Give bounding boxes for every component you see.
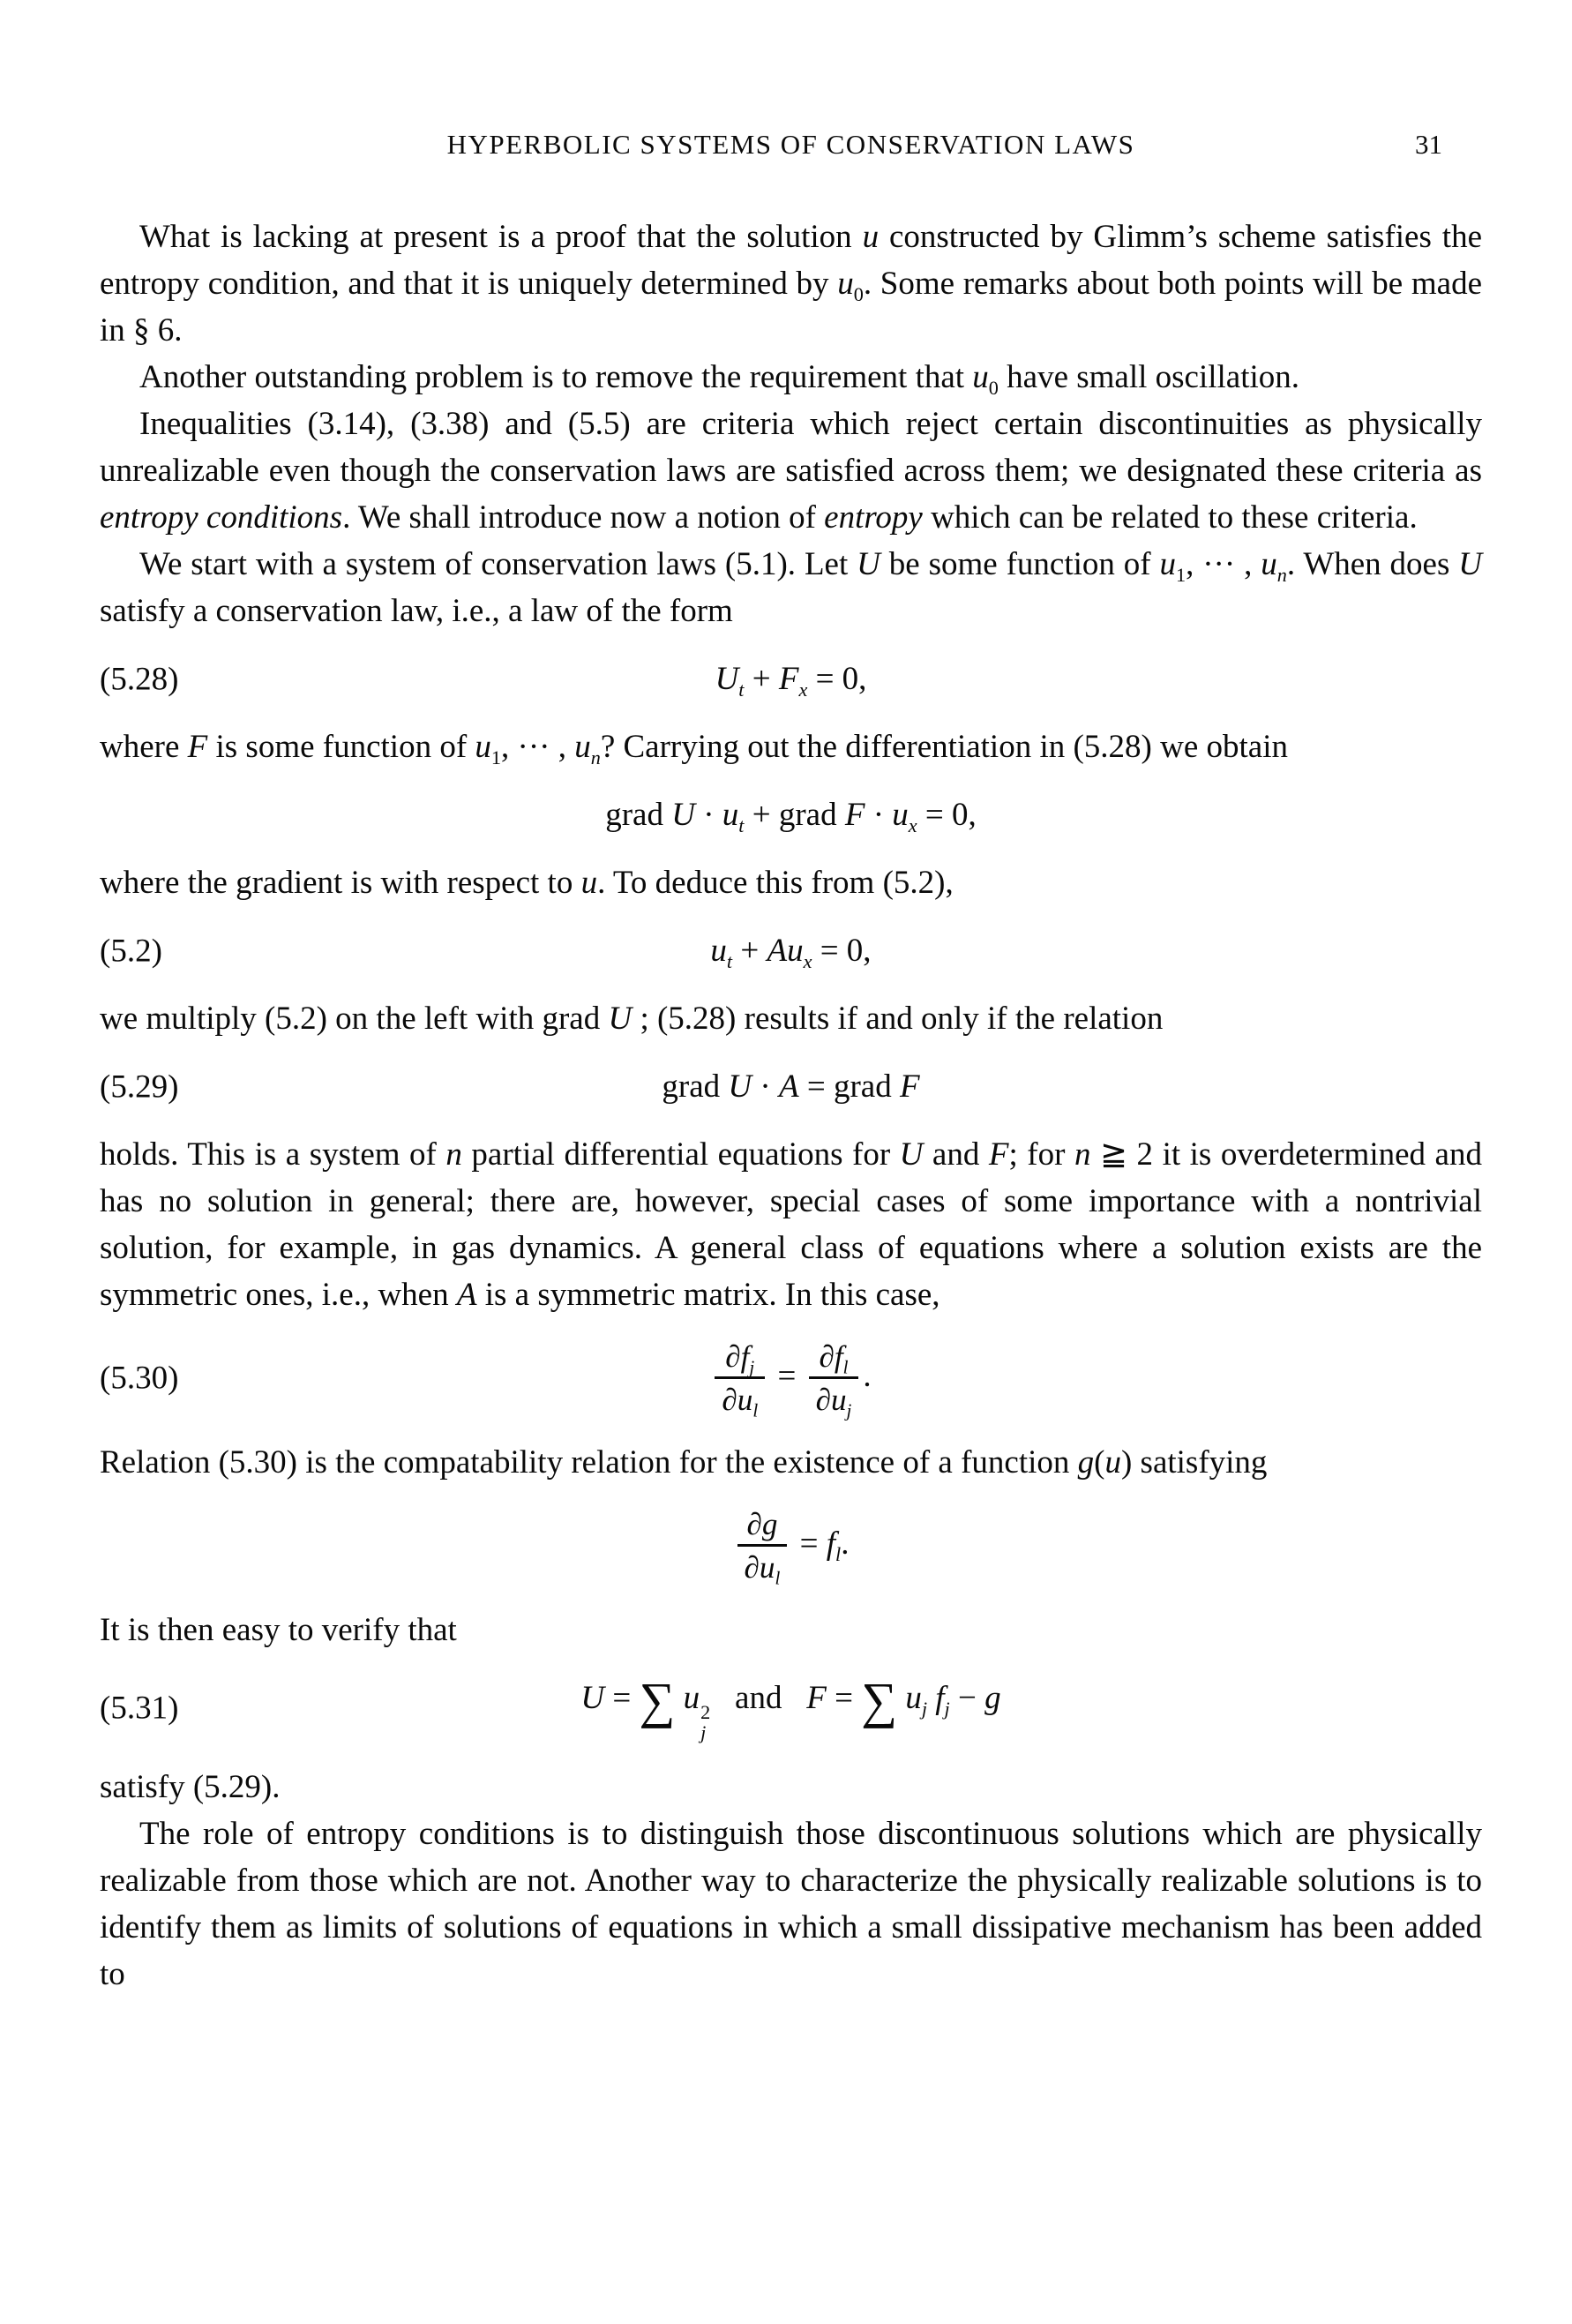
equation	[100, 1339, 1482, 1421]
text-run: It is then easy to verify that	[100, 1611, 457, 1648]
summation-icon: ∑	[639, 1672, 676, 1728]
math-var: u	[837, 266, 854, 302]
page-number: 31	[1415, 129, 1442, 160]
paragraph	[100, 541, 1482, 634]
text-run: where the gradient is with respect to	[100, 865, 581, 901]
fraction	[715, 1339, 765, 1421]
paragraph	[100, 1131, 1482, 1318]
text-run: (	[1094, 1443, 1105, 1481]
math-var: u	[759, 1550, 775, 1586]
math-var: u	[905, 1679, 922, 1716]
text-run: ∂	[746, 1506, 762, 1541]
fraction-numerator	[737, 1507, 788, 1547]
equation-math	[710, 933, 872, 972]
math-var: u	[710, 933, 727, 969]
text-run: ∂	[815, 1383, 831, 1418]
equation	[100, 791, 1482, 838]
equation-math	[715, 661, 867, 701]
math-var: f	[935, 1679, 945, 1716]
text-run: . We shall introduce now a notion of	[342, 499, 825, 536]
equation	[100, 656, 1482, 702]
subscript	[775, 1568, 781, 1589]
text-run: ·	[694, 797, 722, 833]
subscript: 0	[988, 376, 999, 399]
math-var: j	[944, 1697, 950, 1720]
math-var: entropy	[824, 499, 923, 536]
math-var: F	[844, 797, 865, 833]
page-title: HYPERBOLIC SYSTEMS OF CONSERVATION LAWS	[446, 129, 1135, 160]
math-var: U	[857, 546, 880, 582]
subscript	[909, 814, 917, 836]
math-var: u	[892, 797, 909, 833]
math-var: u	[475, 729, 491, 765]
text-run: ) satisfying	[1120, 1443, 1268, 1481]
math-var: n	[590, 746, 601, 768]
equation-label: (5.2)	[100, 933, 162, 969]
text-run: What is lacking at present is a proof that the solution	[139, 219, 863, 255]
subscript	[804, 950, 812, 972]
text-run: ∂	[725, 1339, 741, 1374]
text-run: =	[604, 1679, 640, 1716]
math-var: l	[775, 1567, 781, 1589]
text-run: constructed by Glimm’s scheme satisfies the entropy condition, and that it is uniquely determined by	[100, 219, 1483, 302]
text-run: ; for	[1008, 1136, 1074, 1173]
page-body	[100, 214, 1482, 1998]
math-var: A	[456, 1277, 477, 1313]
math-var: Au	[767, 933, 804, 969]
subscript: 0	[853, 282, 864, 305]
fraction-numerator	[809, 1339, 859, 1379]
subscript	[1277, 564, 1287, 586]
paragraph	[100, 1607, 1482, 1653]
text-run: . To deduce this from (5.2),	[597, 865, 954, 901]
math-var: x	[908, 813, 917, 836]
math-var: l	[842, 1356, 849, 1378]
text-run: is a symmetric matrix. In this case,	[476, 1277, 940, 1313]
subscript: j	[700, 1721, 707, 1744]
equation	[100, 1506, 1482, 1589]
math-var: g	[1077, 1443, 1095, 1481]
subscript	[843, 1356, 849, 1377]
paragraph	[100, 723, 1482, 770]
math-var: n	[1074, 1136, 1091, 1173]
text-run: =	[769, 1357, 805, 1394]
math-var: U	[608, 1001, 633, 1037]
math-var: u	[972, 359, 989, 395]
math-var: U	[1458, 546, 1483, 582]
paragraph	[100, 859, 1482, 906]
math-var: g	[984, 1679, 1001, 1716]
text-run: and	[923, 1136, 989, 1173]
sup-sub-stack	[700, 1702, 710, 1743]
math-var: j	[921, 1697, 927, 1720]
text-run: ? Carrying out the differentiation in (5.28) we obtain	[600, 729, 1288, 765]
text-run: have small oscillation.	[998, 359, 1300, 395]
paragraph	[100, 1810, 1482, 1998]
fraction-numerator	[715, 1339, 765, 1379]
superscript: 2	[700, 1700, 711, 1723]
text-run: ; (5.28) results if and only if the relation	[632, 1001, 1164, 1037]
paragraph	[100, 1764, 1482, 1810]
math-var: u	[737, 1383, 753, 1418]
text-run: which can be related to these criteria.	[922, 499, 1418, 536]
fraction	[809, 1339, 859, 1421]
text-run: =	[791, 1525, 827, 1562]
math-var: u	[683, 1679, 700, 1716]
text-run: holds. This is a system of	[100, 1136, 446, 1173]
text-run: The role of entropy conditions is to distinguish those discontinuous solutions which are physically realizable from those which are not. Another way to characterize the physically realizable solutions is to identify them as limits of solutions of equations in which a small dissipative mechanism has been added to	[100, 1816, 1482, 1993]
fraction-denominator	[737, 1547, 788, 1589]
math-var: t	[726, 949, 733, 972]
text-run: We start with a system of conservation laws (5.1). Let	[139, 546, 857, 582]
page-header	[100, 129, 1482, 161]
text-run: ∂	[722, 1383, 737, 1418]
math-var: U	[671, 797, 695, 833]
paragraph	[100, 1439, 1482, 1486]
text-run	[927, 1680, 935, 1716]
text-run: satisfy a conservation law, i.e., a law of the form	[100, 593, 733, 629]
text-run: Inequalities (3.14), (3.38) and (5.5) are criteria which reject certain discontinuities as physically unrealizable even though the conservation laws are satisfied across them; we designated these criteria as	[100, 406, 1482, 489]
math-var: f	[740, 1339, 750, 1374]
math-var: x	[803, 949, 812, 972]
subscript	[798, 678, 807, 701]
subscript	[847, 1400, 852, 1421]
math-var: U	[728, 1068, 752, 1105]
equation-math	[580, 1672, 1001, 1744]
subscript	[749, 1356, 754, 1377]
text-run: =	[826, 1679, 862, 1716]
equation	[100, 927, 1482, 974]
math-var: F	[806, 1679, 827, 1716]
text-run: and	[710, 1679, 807, 1716]
text-run: satisfy (5.29).	[100, 1769, 281, 1806]
text-run: ·	[865, 797, 893, 833]
equation	[100, 1672, 1482, 1744]
math-var: j	[846, 1399, 852, 1421]
text-run: +	[744, 661, 779, 697]
text-run: = 0,	[812, 933, 872, 969]
math-var: F	[899, 1068, 920, 1105]
text-run: we multiply (5.2) on the left with grad	[100, 1001, 609, 1037]
summation-icon: ∑	[861, 1672, 898, 1728]
equation	[100, 1063, 1482, 1110]
text-run: be some function of	[880, 546, 1160, 582]
math-var: u	[1261, 546, 1277, 582]
fraction	[737, 1506, 788, 1589]
math-var: U	[715, 661, 739, 697]
fraction-denominator	[715, 1379, 765, 1421]
text-run: Another outstanding problem is to remove the requirement that	[139, 359, 973, 395]
math-var: u	[1104, 1443, 1121, 1481]
text-run: ·	[752, 1068, 779, 1105]
text-run: grad	[662, 1068, 729, 1105]
text-run: .	[863, 1357, 872, 1394]
text-run: ≧ 2 it is overdetermined and has no solution in general; there are, however, special cases of some importance with a nontrivial solution, for example, in gas dynamics. A general class of equations where a solution exists are the symmetric ones, i.e., when	[100, 1136, 1482, 1313]
math-var: A	[778, 1068, 799, 1105]
text-run: + grad	[744, 797, 845, 833]
math-var: U	[580, 1679, 605, 1716]
paragraph	[100, 354, 1482, 401]
math-var: u	[1159, 546, 1176, 582]
subscript: 1	[1176, 563, 1186, 586]
text-run: ∂	[744, 1550, 760, 1586]
math-var: F	[988, 1136, 1009, 1173]
subscript	[752, 1400, 758, 1421]
subscript: 1	[490, 746, 501, 768]
math-var: j	[749, 1356, 755, 1378]
text-run: . Some remarks about both points will be made in § 6.	[100, 266, 1482, 349]
equation-label: (5.31)	[100, 1690, 179, 1727]
text-run: partial differential equations for	[461, 1136, 900, 1173]
math-var: n	[445, 1136, 462, 1173]
math-var: f	[826, 1525, 836, 1562]
text-run	[675, 1680, 683, 1716]
text-run: Relation (5.30) is the compatability relation for the existence of a function	[100, 1443, 1078, 1481]
math-var: l	[835, 1542, 842, 1565]
math-var: u	[862, 219, 880, 255]
paragraph	[100, 214, 1482, 354]
fraction-denominator	[809, 1379, 859, 1421]
text-run: where	[100, 729, 188, 765]
text-run: = 0,	[807, 661, 867, 697]
math-var: g	[761, 1506, 778, 1541]
math-var: t	[738, 678, 745, 701]
text-run: , ··· ,	[501, 729, 575, 765]
text-run: = 0,	[917, 797, 977, 833]
equation-label: (5.30)	[100, 1360, 179, 1397]
equation-math	[662, 1068, 919, 1105]
math-var: entropy conditions	[100, 499, 343, 536]
math-var: t	[738, 813, 745, 836]
math-var: F	[778, 661, 799, 697]
text-run: . When does	[1286, 546, 1459, 582]
subscript	[591, 746, 601, 768]
equation-label: (5.29)	[100, 1068, 179, 1105]
text-run: = grad	[798, 1068, 900, 1105]
text-run: .	[841, 1525, 850, 1562]
math-var: f	[834, 1339, 843, 1374]
text-run: +	[732, 933, 767, 969]
math-var: u	[722, 797, 739, 833]
text-run: grad	[605, 797, 672, 833]
math-var: u	[580, 865, 598, 901]
math-var: u	[574, 729, 591, 765]
equation-math	[733, 1506, 850, 1589]
text-run: is some function of	[207, 729, 475, 765]
math-var: l	[752, 1399, 759, 1421]
equation-label: (5.28)	[100, 661, 179, 697]
text-run: −	[949, 1679, 985, 1716]
math-var: n	[1276, 563, 1287, 586]
paragraph	[100, 995, 1482, 1042]
text-run: , ··· ,	[1186, 546, 1261, 582]
math-var: F	[187, 729, 208, 765]
text-run: ∂	[819, 1339, 835, 1374]
math-var: u	[830, 1383, 847, 1418]
equation-math	[605, 797, 977, 836]
math-var: x	[798, 678, 808, 701]
paragraph	[100, 401, 1482, 541]
equation-math	[710, 1339, 872, 1421]
math-var: U	[899, 1136, 924, 1173]
text-run	[897, 1680, 905, 1716]
